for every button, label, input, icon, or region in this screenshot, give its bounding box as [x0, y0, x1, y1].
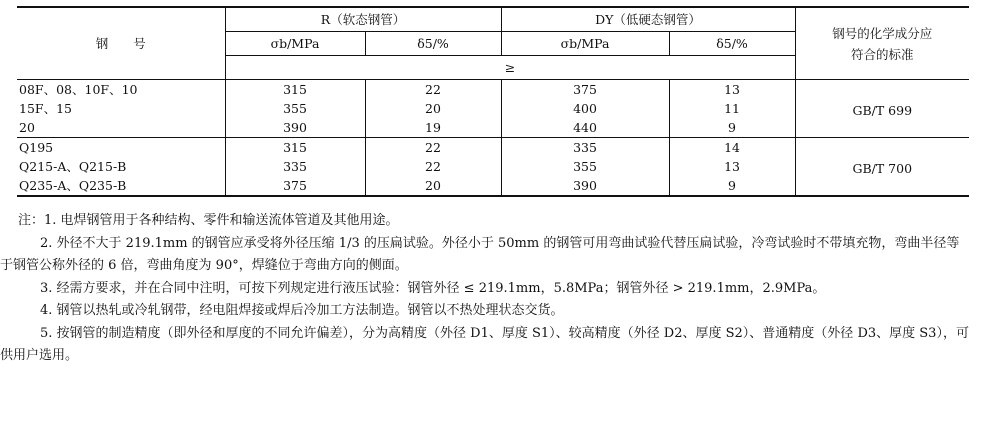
table-cell-grade: 08F、08、10F、10 — [17, 80, 225, 100]
note-5-text: 5. 按钢管的制造精度（即外径和厚度的不同允许偏差），分为高精度（外径 D1、厚度 S1）、较高精度（外径 D2、厚度 S2）、普通精度（外径 D3、厚度 S3），可供用户选用。 — [0, 325, 969, 363]
header-r-delta: δ5/% — [365, 32, 501, 56]
table-cell-dy-sigma: 390 — [501, 176, 669, 196]
table-cell-dy-sigma: 335 — [501, 138, 669, 158]
table-cell-grade: 20 — [17, 118, 225, 138]
table-cell-dy-sigma: 355 — [501, 157, 669, 176]
table-cell-dy-delta: 14 — [669, 138, 795, 158]
note-3-text: 3. 经需方要求，并在合同中注明，可按下列规定进行液压试验：钢管外径 ≤ 219.1mm，5.8MPa；钢管外径 > 219.1mm，2.9MPa。 — [40, 280, 826, 296]
header-group-r: R（软态钢管） — [225, 7, 501, 32]
note-1: 注：1. 电焊钢管用于各种结构、零件和输送流体管道及其他用途。 — [18, 213, 399, 228]
table-cell-r-delta: 19 — [365, 118, 501, 138]
note-2-text: 2. 外径不大于 219.1mm 的钢管应承受将外径压缩 1/3 的压扁试验。外径小于 50mm 的钢管可用弯曲试验代替压扁试验，冷弯试验时不带填充物，弯曲半径等于钢管公称外径的 6 倍，弯曲角度为 90°，焊缝位于弯曲方向的侧面。 — [0, 235, 960, 273]
table-cell-r-delta: 22 — [365, 157, 501, 176]
table-cell-grade: Q215-A、Q215-B — [17, 157, 225, 176]
table-cell-standard: GB/T 699 — [852, 102, 913, 118]
table-cell-dy-delta: 11 — [669, 99, 795, 118]
header-dy-sigma: σb/MPa — [501, 32, 669, 56]
table-cell-r-sigma: 335 — [225, 157, 365, 176]
table-cell-dy-delta: 13 — [669, 157, 795, 176]
table-cell-r-delta: 22 — [365, 80, 501, 100]
note-2 — [0, 233, 982, 278]
table-cell-standard: GB/T 700 — [795, 138, 969, 197]
table-cell-grade: Q235-A、Q235-B — [17, 176, 225, 196]
table-notes — [0, 210, 982, 368]
table-cell-r-delta: 20 — [365, 176, 501, 196]
table-cell-dy-sigma: 375 — [501, 80, 669, 100]
table-cell-r-sigma: 315 — [225, 138, 365, 158]
table-cell-r-delta: 22 — [365, 138, 501, 158]
header-dy-delta: δ5/% — [669, 32, 795, 56]
table-cell-dy-sigma: 440 — [501, 118, 669, 138]
header-group-dy: DY（低硬态钢管） — [501, 7, 795, 32]
table-cell-r-sigma: 355 — [225, 99, 365, 118]
header-r-sigma: σb/MPa — [225, 32, 365, 56]
table-cell-r-delta: 20 — [365, 99, 501, 118]
note-4: 4. 钢管以热轧或冷轧钢带，经电阻焊接或焊后冷加工方法制造。钢管以不热处理状态交货。 — [40, 303, 564, 318]
mechanical-properties-table — [17, 6, 969, 197]
table-cell-r-sigma: 390 — [225, 118, 365, 138]
header-standard-text: 钢号的化学成分应符合的标准 — [832, 25, 933, 62]
header-min-symbol: ≥ — [225, 56, 795, 80]
header-standard — [795, 7, 969, 80]
table-cell-grade: 15F、15 — [17, 99, 225, 118]
table-cell-r-sigma: 315 — [225, 80, 365, 100]
table-cell-grade: Q195 — [17, 138, 225, 158]
table-cell-dy-sigma: 400 — [501, 99, 669, 118]
note-3 — [0, 278, 982, 301]
table-cell-dy-delta: 9 — [669, 118, 795, 138]
header-grade: 钢 号 — [17, 7, 225, 80]
table-cell-r-sigma: 375 — [225, 176, 365, 196]
note-5 — [0, 323, 982, 368]
table-cell-dy-delta: 13 — [669, 80, 795, 100]
table-cell-dy-delta: 9 — [669, 176, 795, 196]
